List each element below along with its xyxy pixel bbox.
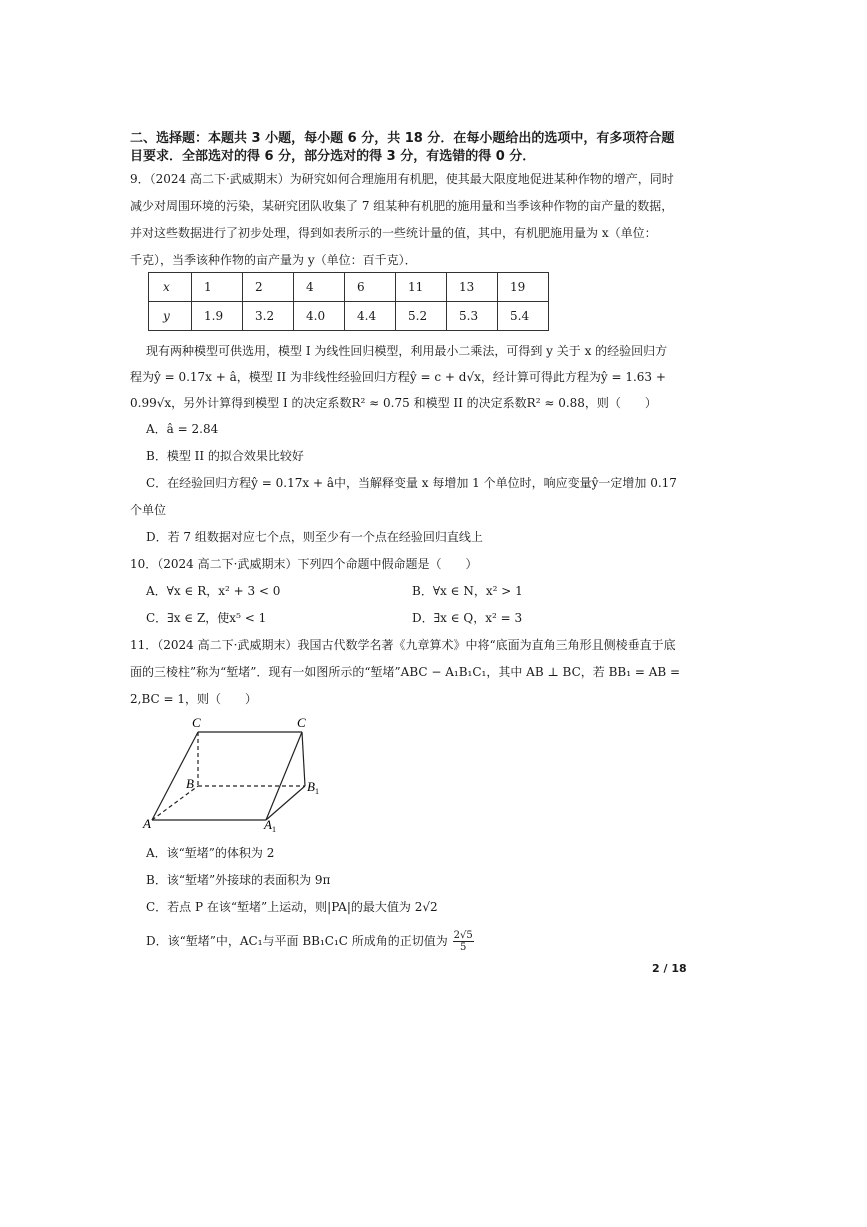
q9-option-b: B．模型 II 的拟合效果比较好 [146, 449, 304, 463]
table-row-x [149, 273, 549, 302]
q11-option-a: A．该“堑堵”的体积为 2 [146, 846, 275, 860]
q11-option-b: B．该“堑堵”外接球的表面积为 9π [146, 873, 331, 887]
fraction-denominator: 5 [460, 942, 467, 953]
table-cell: 19 [498, 273, 549, 302]
page-number: 2 / 18 [652, 962, 687, 975]
q9-stem-line3: 并对这些数据进行了初步处理，得到如表所示的一些统计量的值，其中，有机肥施用量为 x（单位： [130, 226, 657, 240]
table-cell: 4.4 [345, 302, 396, 331]
q11-stem-line3: 2,BC = 1，则（ ） [130, 692, 257, 706]
table-header-y: y [149, 302, 192, 331]
q11-option-d [146, 930, 474, 953]
table-cell: 2 [243, 273, 294, 302]
q11-stem-line1: 11．（2024 高二下·武威期末）我国古代数学名著《九章算术》中将“底面为直角三角形且侧棱垂直于底 [130, 638, 676, 652]
label-a1 [263, 817, 276, 834]
q10-option-d: D．∃x ∈ Q，x² = 3 [412, 611, 523, 625]
q10-option-c: C．∃x ∈ Z，使x⁵ < 1 [146, 611, 267, 625]
q9-stem-line4: 千克），当季该种作物的亩产量为 y（单位：百千克）． [130, 253, 417, 267]
q10-option-b: B．∀x ∈ N，x² > 1 [412, 584, 523, 598]
q10-stem: 10．（2024 高二下·武威期末）下列四个命题中假命题是（ ） [130, 557, 478, 571]
q9-stem-line5: 现有两种模型可供选用，模型 I 为线性回归模型，利用最小二乘法，可得到 y 关于 x 的经验回归方 [146, 344, 668, 358]
label-a1-main: A [264, 817, 272, 832]
label-c: C [192, 715, 201, 730]
table-cell: 4 [294, 273, 345, 302]
fraction-numerator: 2√5 [453, 930, 473, 941]
label-b1-main: B [307, 779, 315, 794]
table-header-x: x [149, 273, 192, 302]
q9-option-c-line1: C．在经验回归方程ŷ = 0.17x + â中，当解释变量 x 每增加 1 个单位时，响应变量ŷ一定增加 0.17 [146, 476, 677, 490]
label-b: B [186, 776, 194, 791]
q9-data-table [148, 272, 549, 331]
table-cell: 4.0 [294, 302, 345, 331]
q9-stem-line2: 减少对周围环境的污染，某研究团队收集了 7 组某种有机肥的施用量和当季该种作物的亩产量的数据， [130, 199, 674, 213]
label-a1-sub: 1 [271, 825, 276, 834]
table-cell: 1 [192, 273, 243, 302]
edge-a-b-hidden [152, 786, 198, 820]
table-row-y [149, 302, 549, 331]
section-heading-line1: 二、选择题：本题共 3 小题，每小题 6 分，共 18 分．在每小题给出的选项中，有多项符合题 [130, 131, 675, 146]
q9-stem-line6: 程为ŷ = 0.17x + â，模型 II 为非线性经验回归方程ŷ = c + d√x，经计算可得此方程为ŷ = 1.63 + [130, 370, 666, 384]
q9-option-c-line2: 个单位 [130, 503, 167, 517]
table-cell: 5.2 [396, 302, 447, 331]
q9-stem-line1: 9．（2024 高二下·武威期末）为研究如何合理施用有机肥，使其最大限度地促进某种作物的增产，同时 [130, 172, 674, 186]
table-cell: 6 [345, 273, 396, 302]
label-b1-sub: 1 [314, 787, 319, 796]
q11-option-d-text: D．该“堑堵”中，AC₁与平面 BB₁C₁C 所成角的正切值为 [146, 934, 448, 948]
prism-edges [152, 732, 305, 820]
q11-option-d-fraction [453, 930, 474, 953]
table-cell: 3.2 [243, 302, 294, 331]
prism-figure [140, 712, 340, 834]
q9-option-a: A．â = 2.84 [146, 422, 219, 436]
label-c1: C [297, 715, 306, 730]
edge-a1-b1 [266, 786, 305, 820]
edge-c1-a1 [266, 732, 302, 820]
q9-option-d: D．若 7 组数据对应七个点，则至少有一个点在经验回归直线上 [146, 530, 483, 544]
q9-stem-line7: 0.99√x，另外计算得到模型 I 的决定系数R² ≈ 0.75 和模型 II 的决定系数R² ≈ 0.88，则（ ） [130, 396, 657, 410]
table-cell: 11 [396, 273, 447, 302]
table-cell: 5.4 [498, 302, 549, 331]
section-heading-line2: 目要求．全部选对的得 6 分，部分选对的得 3 分，有选错的得 0 分． [130, 149, 536, 164]
q11-option-c: C．若点 P 在该“堑堵”上运动，则|PA|的最大值为 2√2 [146, 900, 438, 914]
edge-c1-b1 [302, 732, 305, 786]
table-cell: 13 [447, 273, 498, 302]
table-cell: 5.3 [447, 302, 498, 331]
table-cell: 1.9 [192, 302, 243, 331]
q11-stem-line2: 面的三棱柱”称为“堑堵”．现有一如图所示的“堑堵”ABC − A₁B₁C₁，其中 AB ⊥ BC，若 BB₁ = AB = [130, 665, 681, 679]
q10-option-a: A．∀x ∈ R，x² + 3 < 0 [146, 584, 281, 598]
label-a: A [143, 816, 151, 831]
label-b1 [307, 779, 319, 796]
